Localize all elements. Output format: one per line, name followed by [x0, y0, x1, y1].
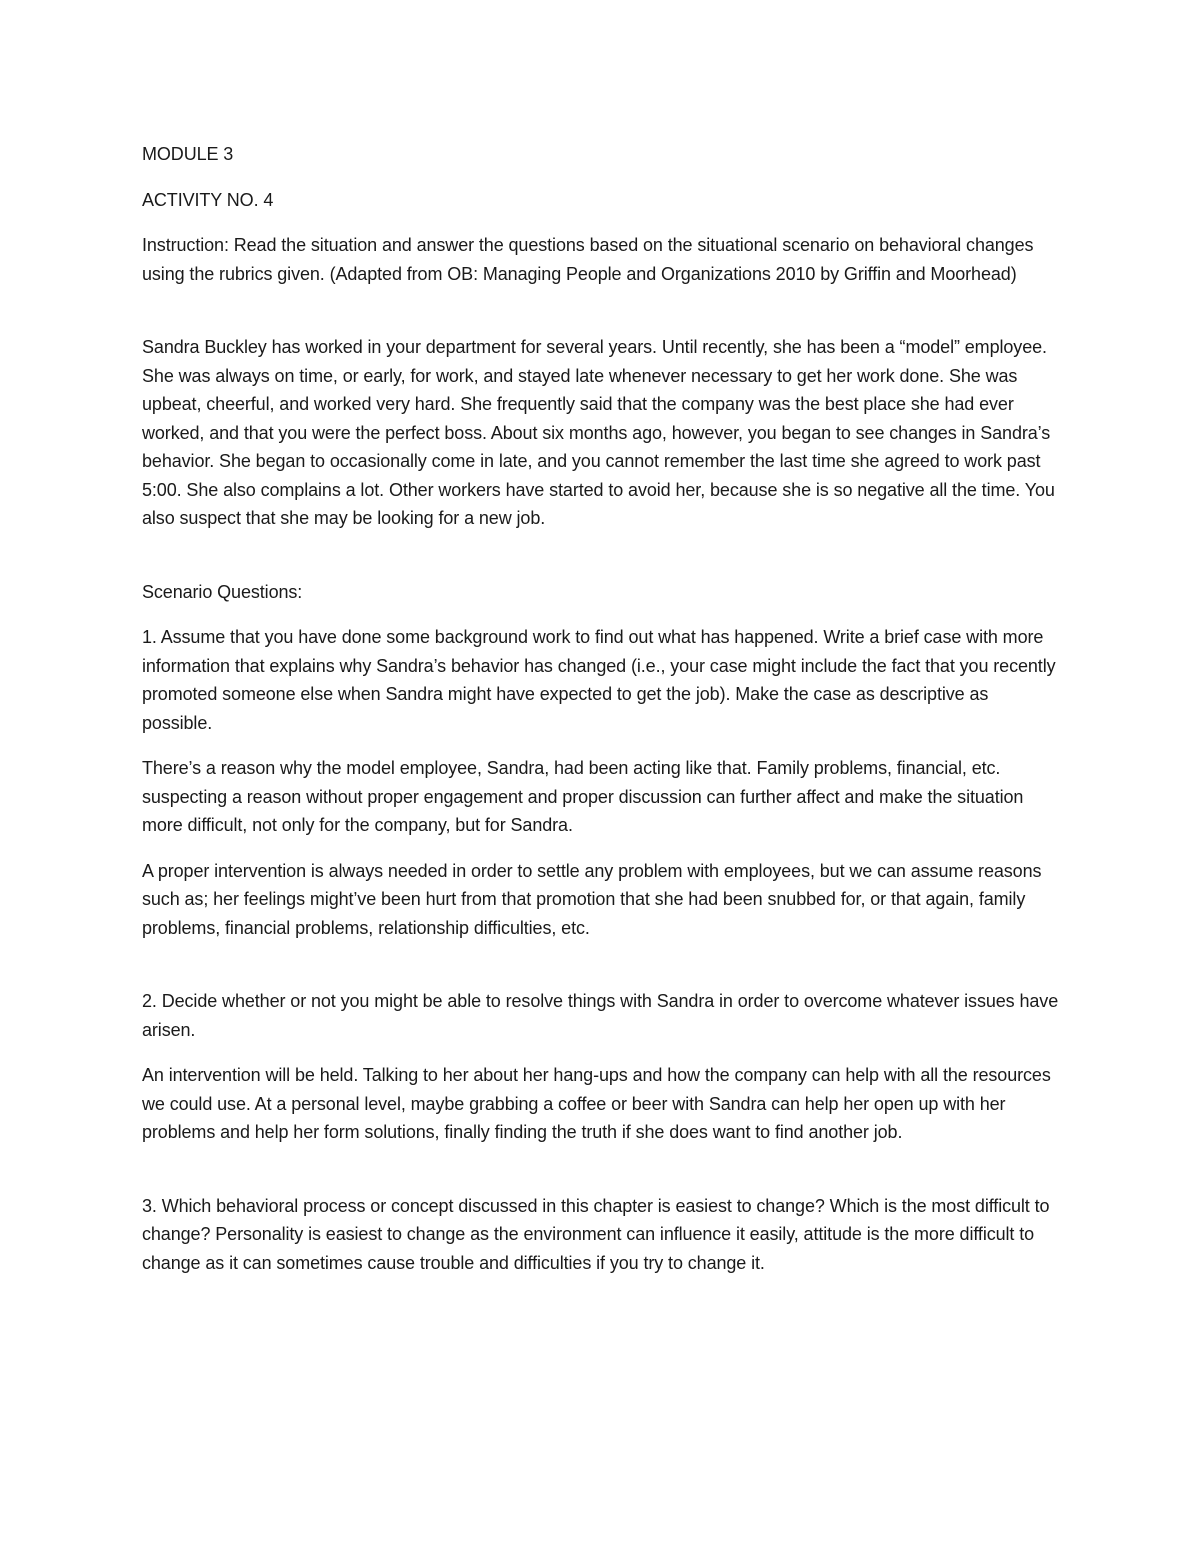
question-2: 2. Decide whether or not you might be able to resolve things with Sandra in order to overcome whatever issues have arisen.	[142, 991, 1059, 1040]
answer-2: An intervention will be held. Talking to her about her hang-ups and how the company can help with all the resources we could use. At a personal level, maybe grabbing a coffee or beer with Sandra can help her open up with her problems and help her form solutions, finally finding the truth if she does want to find another job.	[142, 1065, 1051, 1142]
answer-1-paragraph-2: A proper intervention is always needed in order to settle any problem with employees, but we can assume reasons such as; her feelings might’ve been hurt from that promotion that she had been snubbed for, or that again, family problems, financial problems, relationship difficulties, etc.	[142, 860, 1042, 938]
scenario-paragraph: Sandra Buckley has worked in your department for several years. Until recently, she has been a “model” employee. She was always on time, or early, for work, and stayed late whenever necessary to get her work done. She was upbeat, cheerful, and worked very hard. She frequently said that the company was the best place she had ever worked, and that you were the perfect boss. About six months ago, however, you began to see changes in Sandra’s behavior. She began to occasionally come in late, and you cannot remember the last time she agreed to work past 5:00. She also complains a lot. Other workers have started to avoid her, because she is so negative all the time. You also suspect that she may be looking for a new job.	[142, 337, 1055, 528]
document-page	[142, 140, 1062, 1277]
instruction-paragraph: Instruction: Read the situation and answer the questions based on the situational scenario on behavioral changes using the rubrics given. (Adapted from OB: Managing People and Organizations 2010 by Griffin and Moorhead)	[142, 235, 1034, 284]
question-1: 1. Assume that you have done some background work to find out what has happened. Write a brief case with more information that explains why Sandra’s behavior has changed (i.e., your case might include the fact that you recently promoted someone else when Sandra might have expected to get the job). Make the case as descriptive as possible.	[142, 627, 1056, 733]
answer-1-paragraph-1: There’s a reason why the model employee, Sandra, had been acting like that. Family problems, financial, etc. suspecting a reason without proper engagement and proper discussion can further affect and make the situation more difficult, not only for the company, but for Sandra.	[142, 758, 1024, 835]
module-title: MODULE 3	[142, 144, 234, 164]
question-3: 3. Which behavioral process or concept discussed in this chapter is easiest to change? Which is the most difficult to change? Personality is easiest to change as the environment can influence it easily, attitude is the more difficult to change as it can sometimes cause trouble and difficulties if you try to change it.	[142, 1195, 1050, 1273]
activity-title: ACTIVITY NO. 4	[142, 189, 274, 210]
questions-heading: Scenario Questions:	[142, 581, 303, 602]
